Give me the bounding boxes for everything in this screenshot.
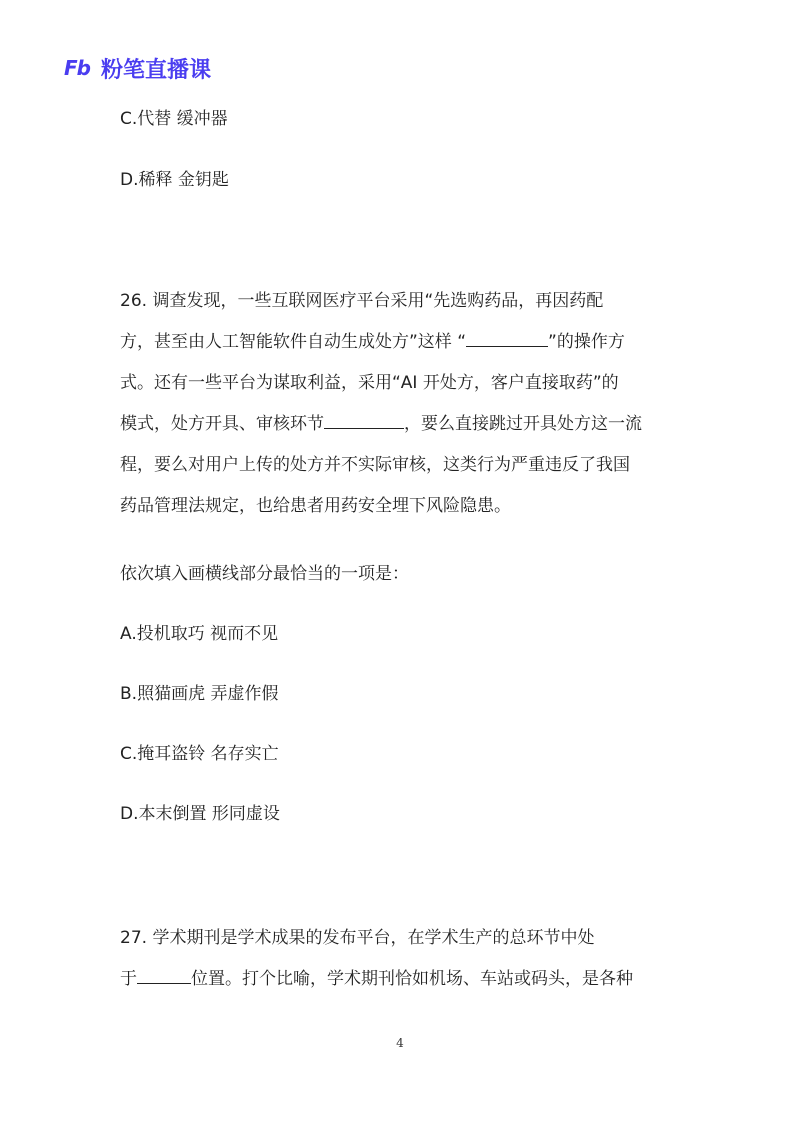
q26-line-3: 式。还有一些平台为谋取利益，采用“AI 开处方，客户直接取药”的 [120,373,619,393]
q26-option-a [120,620,278,649]
q26-line-4 [120,410,700,439]
option-text: A.投机取巧 视而不见 [120,624,279,644]
q26-line-1: 26. 调查发现，一些互联网医疗平台采用“先选购药品，再因药配 [120,291,604,311]
q26-line-4a: 模式，处方开具、审核环节 [120,414,324,434]
q26-line-2a: 方，甚至由人工智能软件自动生成处方”这样 “ [120,332,467,352]
question-27 [120,924,700,994]
prompt-text: 依次填入画横线部分最恰当的一项是： [120,564,409,584]
q26-option-b [120,680,278,709]
fenbi-logo-icon: Fb [64,56,90,80]
q26-line-6: 药品管理法规定，也给患者用药安全埋下风险隐患。 [120,496,511,516]
q27-line-2 [120,965,700,994]
answer-blank-3 [137,965,191,984]
question-26 [120,287,700,521]
page-number: 4 [396,1036,404,1050]
q25-option-d [120,166,229,195]
q27-line-1: 27. 学术期刊是学术成果的发布平台，在学术生产的总环节中处 [120,928,595,948]
q25-option-c [120,105,228,134]
q26-option-c [120,740,279,769]
q26-prompt [120,560,409,589]
q27-line-2a: 于 [120,969,137,989]
option-text: C.掩耳盗铃 名存实亡 [120,744,279,764]
q26-line-2b: ”的操作方 [548,332,625,352]
option-text: D.本末倒置 形同虚设 [120,804,280,824]
option-text: B.照猫画虎 弄虚作假 [120,684,279,704]
q26-option-d [120,800,280,829]
option-text: D.稀释 金钥匙 [120,170,229,190]
answer-blank-2 [324,410,404,429]
option-text: C.代替 缓冲器 [120,109,228,129]
brand-header [57,52,211,84]
brand-name: 粉笔直播课 [101,57,212,83]
q27-line-2b: 位置。打个比喻，学术期刊恰如机场、车站或码头，是各种 [191,969,633,989]
answer-blank-1 [466,328,548,347]
q26-line-2 [120,328,700,357]
q26-line-5: 程，要么对用户上传的处方并不实际审核，这类行为严重违反了我国 [120,455,630,475]
q26-line-4b: ，要么直接跳过开具处方这一流 [404,414,642,434]
